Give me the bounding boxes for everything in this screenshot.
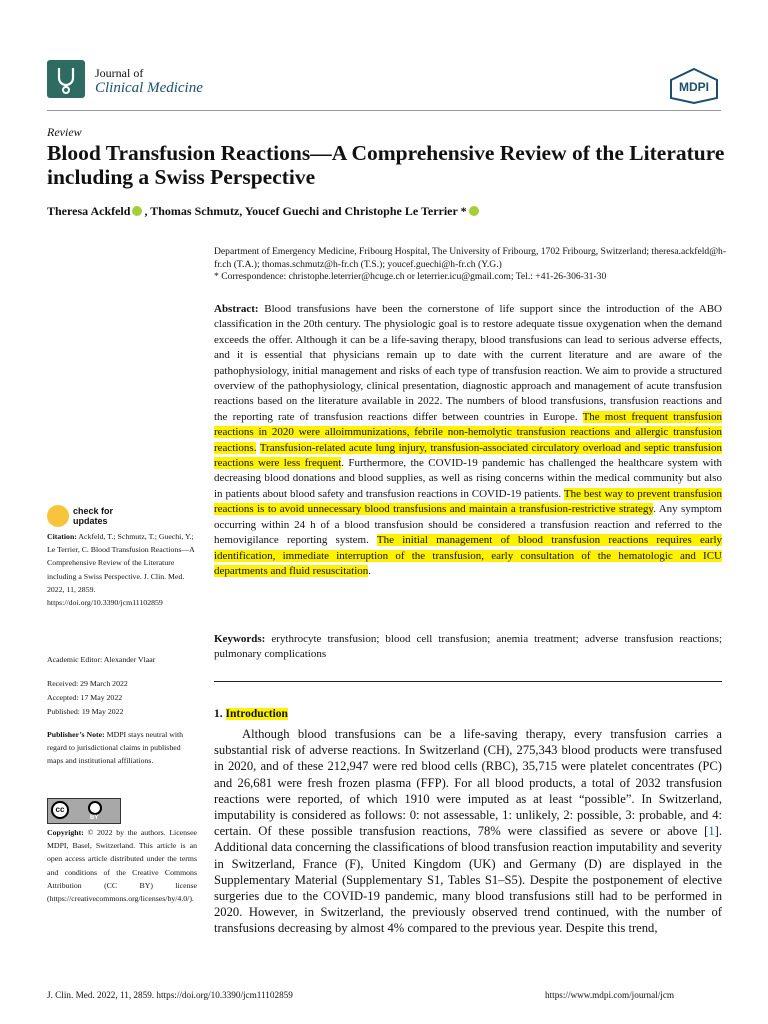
footer-journal-url[interactable]: https://www.mdpi.com/journal/jcm [545, 990, 675, 1000]
orcid-icon[interactable] [132, 206, 142, 216]
reference-link[interactable]: 1 [708, 824, 715, 839]
author-name: Christophe Le Terrier [344, 204, 458, 218]
cc-icon: cc [51, 801, 69, 819]
keywords-label: Keywords: [214, 633, 266, 645]
corresponding-mark: * [457, 204, 467, 218]
cc-by-license-badge[interactable]: cc BY [47, 798, 121, 824]
journal-name-line1: Journal of [95, 66, 144, 80]
received-date: Received: 29 March 2022 [47, 679, 128, 688]
check-updates-icon [47, 505, 69, 527]
publisher-name: MDPI [679, 80, 709, 94]
publisher-note: Publisher’s Note: MDPI stays neutral with regard to jurisdictional claims in published maps and institutional affiliations. [47, 730, 184, 766]
check-for-updates-button[interactable]: check for updates [47, 505, 113, 527]
highlight: The most frequent transfusion reactions in 2020 were alloimmunizations, febrile non-hemolytic transfusion reactions and allergic transfusion reactions. [214, 410, 722, 454]
article-type: Review [47, 125, 82, 139]
abstract-label: Abstract: [214, 303, 259, 315]
introduction-paragraph: Although blood transfusions can be a life-saving therapy, every transfusion carries a substantial risk of adverse reactions. In Switzerland (CH), 275,343 blood products were transfused in 2020, and of these 212,947 were red blood cells (RBC), 35,715 were platelet concentrates (PC) and 26,681 were fresh frozen plasma (FFP). For all blood products, a total of 2032 transfusion reactions were reported, of which 1910 were imputed as at least “possible”. In Switzerland, imputability is considered as follows: 0: not assessable, 1: unlikely, 2: possible, 3: probable, and 4: certain. Of these possible transfusion reactions, 78% were classified as severe or above [1]. Additional data concerning the classifications of blood transfusion reaction imputability and severity in Switzerland, France (F), United Kingdom (UK) and Germany (D) are displayed in the Supplementary Material (Supplementary S1, Tables S1–S5). Despite the postponement of elective surgeries due to the COVID-19 pandemic, many blood transfusions still had to be performed in 2020. However, in Switzerland, the previously observed trend continued, with the number of transfusions decreasing by almost 4% compared to the previous year. Despite this trend, [214, 727, 722, 936]
author-list: Theresa Ackfeld , Thomas Schmutz, Youcef Guechi and Christophe Le Terrier * [47, 204, 481, 219]
author-name: Youcef Guechi [244, 204, 320, 218]
section-heading: 1. Introduction [214, 708, 288, 720]
highlight: Transfusion-related acute lung injury, transfusion-associated circulatory overload and septic transfusion reactions were less frequent [214, 441, 722, 470]
affiliation-block [214, 246, 734, 284]
journal-name-line2: Clinical Medicine [95, 80, 203, 96]
accepted-date: Accepted: 17 May 2022 [47, 693, 123, 702]
affiliation: Department of Emergency Medicine, Fribourg Hospital, The University of Fribourg, 1702 Fribourg, Switzerland; theresa.ackfeld@h-fr.ch (T.A.); thomas.schmutz@h-fr.ch (T.S.); youcef.guechi@h-fr.ch (Y.G.) [214, 246, 727, 270]
highlight: The best way to prevent transfusion reactions is to avoid unnecessary blood transfusions and maintain a transfusion-restrictive strategy [214, 487, 722, 516]
copyright-notice: Copyright: © 2022 by the authors. Licensee MDPI, Basel, Switzerland. This article is an open access article distributed under the terms and conditions of the Creative Commons Attribution (CC BY) license (https://creativecommons.org/licenses/by/4.0/). [47, 828, 197, 904]
highlight: The initial management of blood transfusion reactions requires early identification, immediate interruption of the transfusion, early consultation of the hematologic and ICU departments and fluid resuscitation [214, 534, 722, 577]
mdpi-logo [668, 68, 720, 104]
published-date: Published: 19 May 2022 [47, 707, 124, 716]
citation: Citation: Ackfeld, T.; Schmutz, T.; Guechi, Y.; Le Terrier, C. Blood Transfusion Reactions—A Comprehensive Review of the Literature including a Swiss Perspective. J. Clin. Med. 2022, 11, 2859. https://doi.org/10.3390/jcm11102859 [47, 532, 195, 608]
abstract: Abstract: Blood transfusions have been the cornerstone of life support since the introduction of the ABO classification in the 20th century. The physiologic goal is to restore adequate tissue oxygenation when the demand exceeds the offer. Although it can be a life-saving therapy, blood transfusions can lead to serious adverse effects, and it is essential that physicians remain up to date with the current literature and are aware of the pathophysiology, initial management and risks of each type of transfusion reaction. We aim to provide a structured overview of the pathophysiology, clinical presentation, diagnostic approach and management of acute transfusion reactions based on the literature available in 2022. The numbers of blood transfusions, transfusion reactions and the reporting rate of transfusion reactions differ between countries in Europe. The most frequent transfusion reactions in 2020 were alloimmunizations, febrile non-hemolytic transfusion reactions and allergic transfusion reactions. Transfusion-related acute lung injury, transfusion-associated circulatory overload and septic transfusion reactions were less frequent. Furthermore, the COVID-19 pandemic has challenged the healthcare system with decreasing blood donations and blood supplies, as well as rising concerns within the medical community but also in patients about blood safety and transfusion reactions in COVID-19 patients. The best way to prevent transfusion reactions is to avoid unnecessary blood transfusions and maintain a transfusion-restrictive strategy. Any symptom occurring within 24 h of a blood transfusion should be considered a transfusion reaction and referred to the hemovigilance reporting system. The initial management of blood transfusion reactions requires early identification, immediate interruption of the transfusion, early consultation of the hematologic and ICU departments and fluid resuscitation. [214, 303, 722, 577]
author-name: Theresa Ackfeld [47, 204, 131, 218]
footer-citation: J. Clin. Med. 2022, 11, 2859. https://doi.org/10.3390/jcm11102859 [47, 990, 293, 1000]
author-name: Thomas Schmutz [150, 204, 240, 218]
academic-editor: Academic Editor: Alexander Vlaar [47, 655, 156, 664]
header-divider [47, 110, 721, 111]
article-title: Blood Transfusion Reactions—A Comprehensive Review of the Literature including a Swiss Perspective [47, 141, 725, 189]
attribution-icon [88, 801, 102, 815]
keywords: Keywords: erythrocyte transfusion; blood cell transfusion; anemia treatment; adverse transfusion reactions; pulmonary complications [214, 633, 722, 661]
correspondence: * Correspondence: christophe.leterrier@hcuge.ch or leterrier.icu@gmail.com; Tel.: +41-26-306-31-30 [214, 271, 607, 282]
section-divider [214, 681, 722, 682]
journal-logo-icon [47, 60, 85, 98]
orcid-icon[interactable] [469, 206, 479, 216]
